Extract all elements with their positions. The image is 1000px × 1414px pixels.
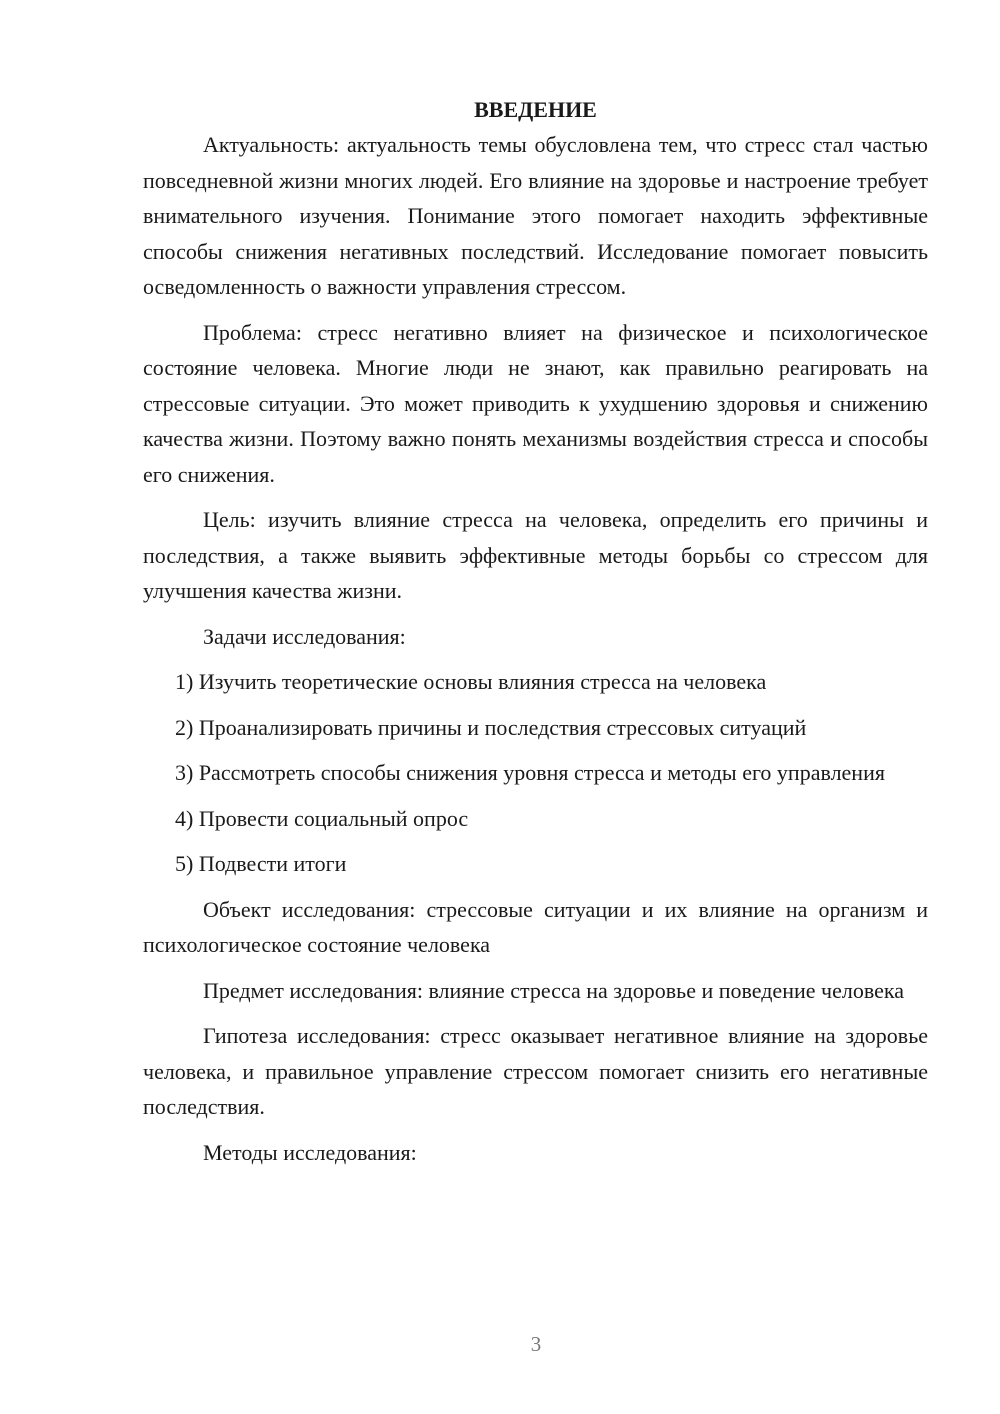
paragraph-hypothesis: Гипотеза исследования: стресс оказывает негативное влияние на здоровье человека, и правильное управление стрессом помогает снизить его негативные последствия. [143,1023,928,1119]
page-number: 3 [530,1332,542,1356]
list-item: 2) Проанализировать причины и последствия стрессовых ситуаций [175,714,807,740]
tasks-list [143,664,928,882]
paragraph-relevance: Актуальность: актуальность темы обусловлена тем, что стресс стал частью повседневной жизни многих людей. Его влияние на здоровье и настроение требует внимательного изучения. Понимание этого помогает находить эффективные способы снижения негативных последствий. Исследование помогает повысить осведомленность о важности управления стрессом. [143,132,928,299]
paragraph-tasks-heading: Задачи исследования: [203,623,406,649]
list-item: 3) Рассмотреть способы снижения уровня стресса и методы его управления [175,760,885,785]
paragraph-goal: Цель: изучить влияние стресса на человека, определить его причины и последствия, а также выявить эффективные методы борьбы со стрессом для улучшения качества жизни. [143,507,928,603]
list-item: 5) Подвести итоги [175,851,347,876]
list-item: 1) Изучить теоретические основы влияния стресса на человека [175,669,767,694]
document-page [143,95,928,1170]
paragraph-subject: Предмет исследования: влияние стресса на здоровье и поведение человека [203,977,904,1003]
paragraph-object: Объект исследования: стрессовые ситуации и их влияние на организм и психологическое состояние человека [143,896,928,957]
page-title: ВВЕДЕНИЕ [474,97,597,122]
list-item: 4) Провести социальный опрос [175,805,469,831]
paragraph-problem: Проблема: стресс негативно влияет на физическое и психологическое состояние человека. Многие люди не знают, как правильно реагировать на стрессовые ситуации. Это может приводить к ухудшению здоровья и снижению качества жизни. Поэтому важно понять механизмы воздействия стресса и способы его снижения. [143,319,928,487]
paragraph-methods-heading: Методы исследования: [203,1139,417,1165]
